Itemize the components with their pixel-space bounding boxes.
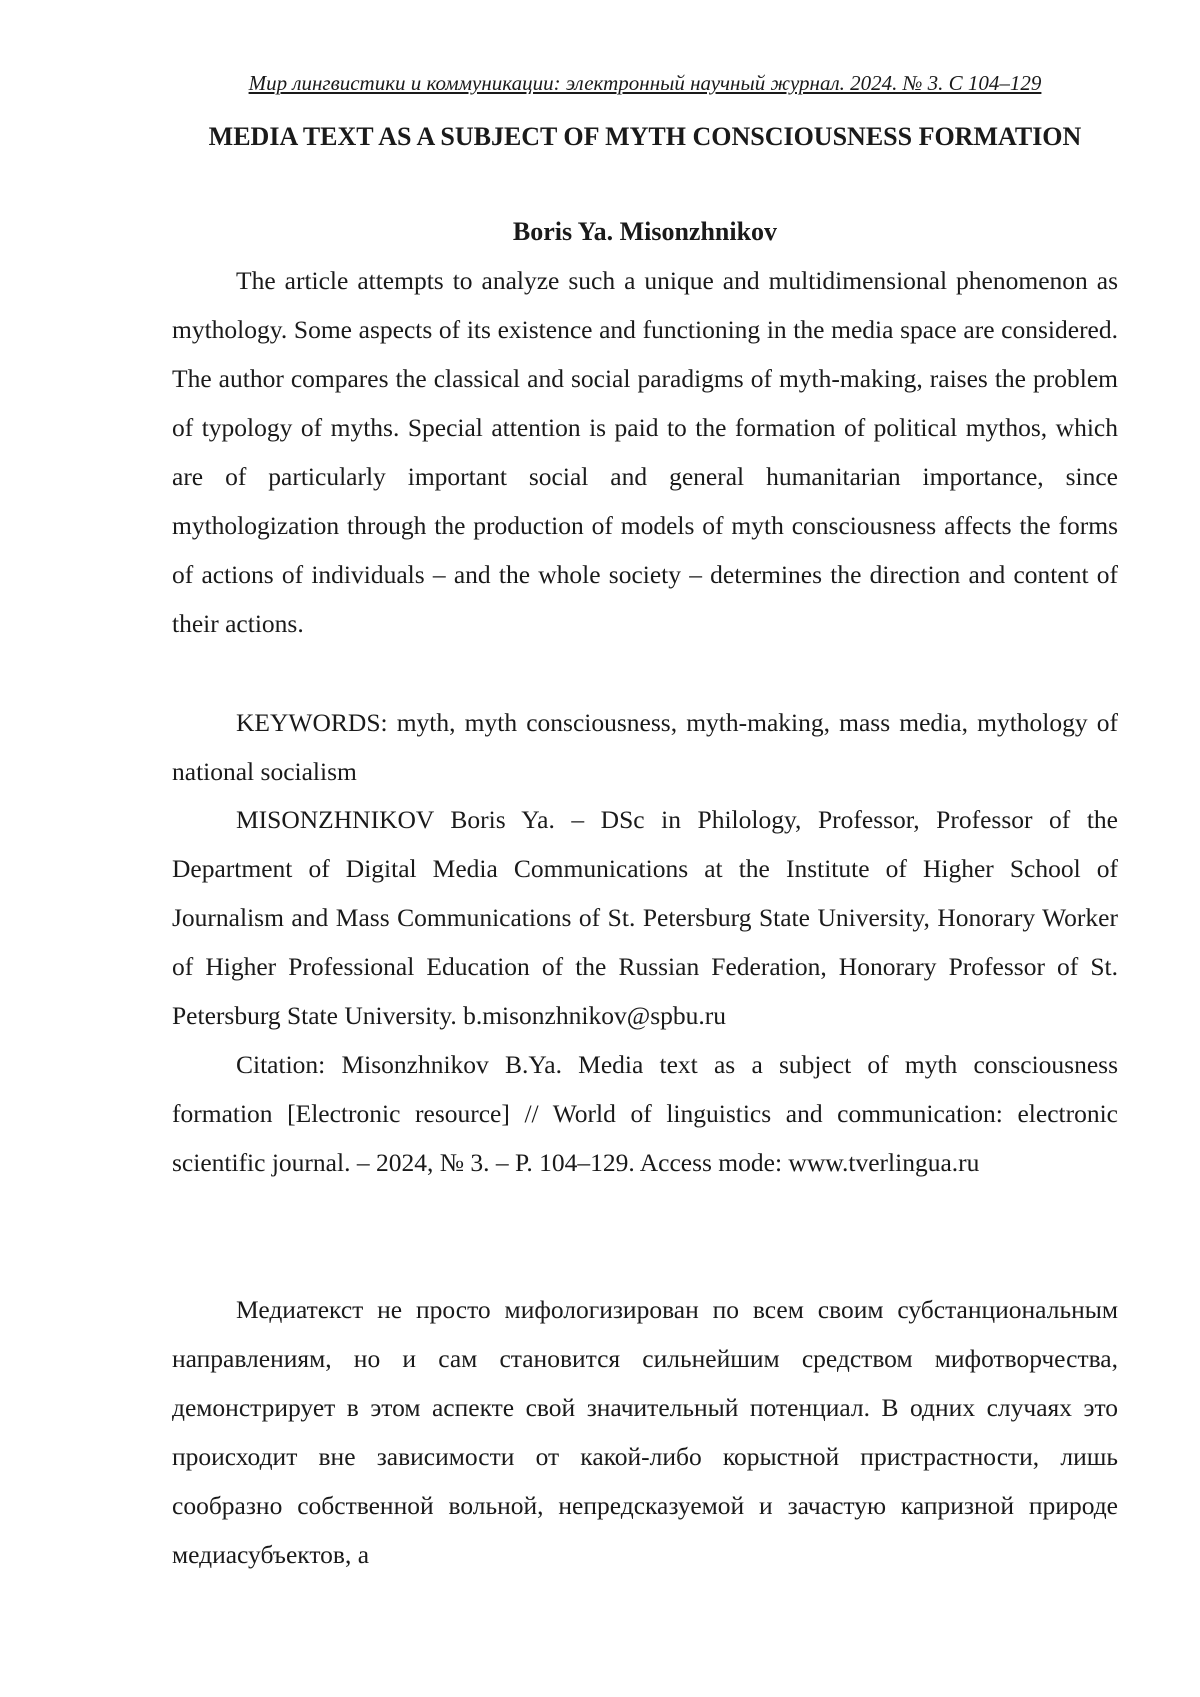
author-info-text: MISONZHNIKOV Boris Ya. – DSc in Philology, Professor, Professor of the Department of Digital Media Communications at the Institute of Higher School of Journalism and Mass Communications of St. Petersburg State University, Honorary Worker of Higher Professional Education of the Russian Federation, Honorary Professor of St. Petersburg State University. (172, 805, 1118, 1030)
body-text-russian: Медиатекст не просто мифологизирован по всем своим субстанциональным направлениям, но и сам становится сильнейшим средством мифотворчества, демонстрирует в этом аспекте свой значительный потенциал. В одних случаях это происходит вне зависимости от какой-либо корыстной пристрастности, лишь сообразно собственной вольной, непредсказуемой и зачастую капризной природе медиасубъектов, а (172, 1295, 1118, 1569)
citation-url[interactable]: www.tverlingua.ru (788, 1148, 980, 1177)
citation (172, 1040, 1118, 1187)
author-email[interactable]: b.misonzhnikov@spbu.ru (463, 1001, 726, 1030)
running-head: Мир лингвистики и коммуникации: электронный научный журнал. 2024. № 3. С 104–129 (248, 71, 1042, 95)
author-info (172, 795, 1118, 1040)
citation-text: Citation: Misonzhnikov B.Ya. Media text as a subject of myth consciousness formation [Electronic resource] // World of linguistics and communication: electronic scientific journal. – 2024, № 3. – P. 104–129. Access mode: (172, 1050, 1118, 1177)
abstract: The article attempts to analyze such a unique and multidimensional phenomenon as mythology. Some aspects of its existence and functioning in the media space are considered. The author compares the classical and social paradigms of myth-making, raises the problem of typology of myths. Special attention is paid to the formation of political mythos, which are of particularly important social and general humanitarian importance, since mythologization through the production of models of myth consciousness affects the forms of actions of individuals – and the whole society – determines the direction and content of their actions. (172, 266, 1118, 638)
article-title: MEDIA TEXT AS A SUBJECT OF MYTH CONSCIOUSNESS FORMATION (208, 122, 1082, 151)
author-name: Boris Ya. Misonzhnikov (512, 217, 778, 246)
keywords: KEYWORDS: myth, myth consciousness, myth-making, mass media, mythology of national socialism (172, 708, 1118, 786)
